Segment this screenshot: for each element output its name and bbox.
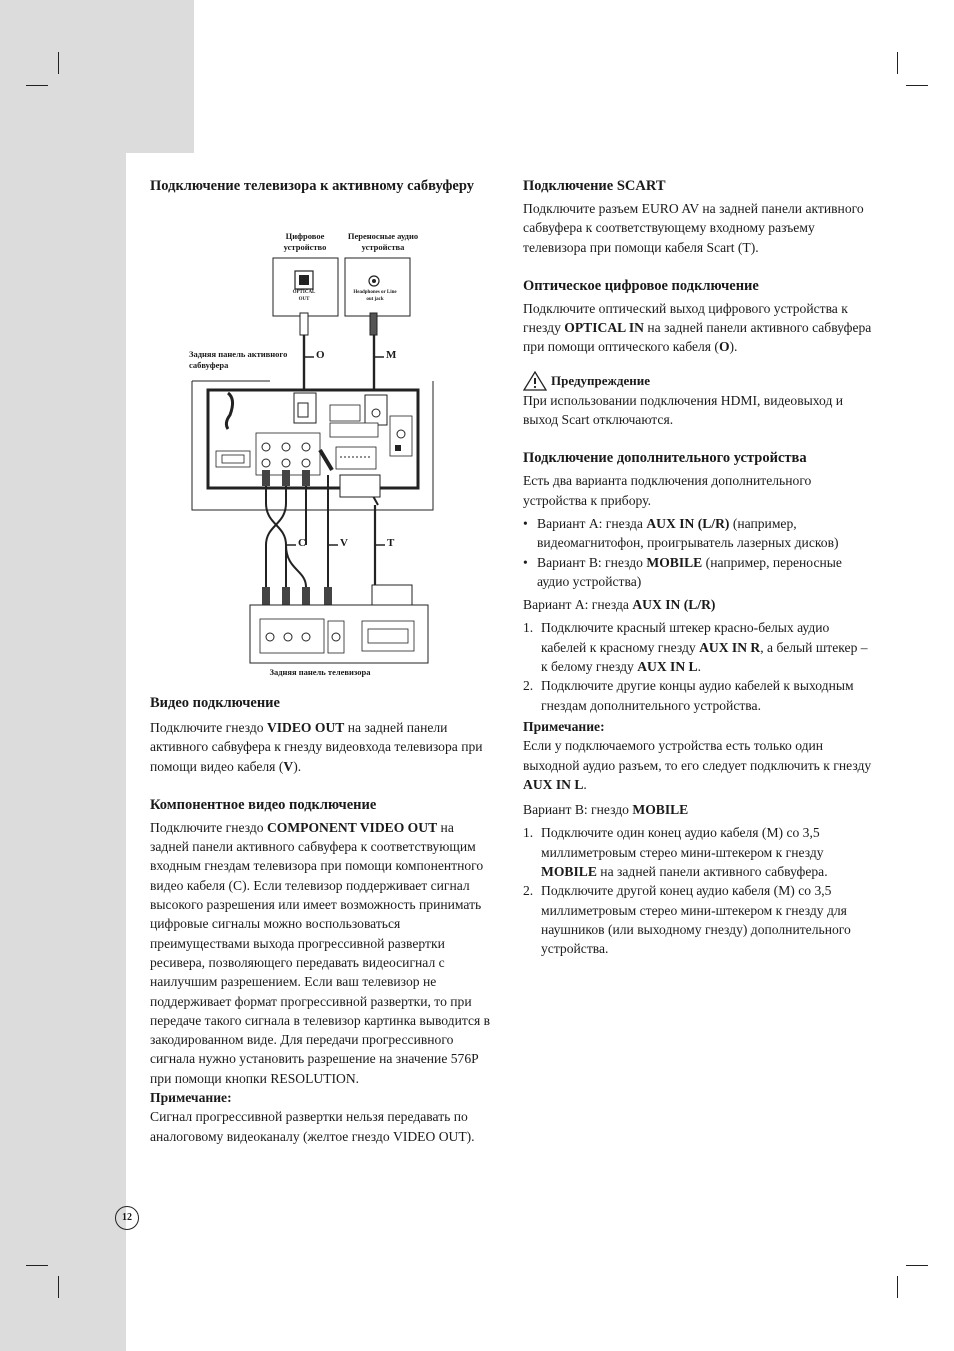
- mini-plug-top: [370, 313, 377, 335]
- component-video-title: Компонентное видео подключение: [150, 796, 377, 813]
- aux-title: Подключение дополнительного устройства: [523, 450, 807, 467]
- optical-port-inner: [299, 275, 309, 285]
- crop-mark: [58, 52, 59, 74]
- step-b1: 1. Подключите один конец аудио кабеля (M) со 3,5 миллиметровым стерео мини-штекером к гнезду MOBILE на задней панели активного сабвуфера.: [523, 825, 828, 880]
- variant-b-steps: [523, 823, 873, 958]
- variant-b-heading: Вариант B: гнездо MOBILE: [523, 802, 689, 818]
- cable-t-label: T: [387, 537, 395, 549]
- note-title-right: Примечание:: [523, 718, 605, 734]
- scart-label-box: [330, 405, 360, 421]
- warning-title: Предупреждение: [551, 373, 651, 389]
- component-video-out-group: [256, 433, 320, 475]
- variant-a-heading: Вариант A: гнезда AUX IN (L/R): [523, 597, 716, 613]
- tv-rear-panel-label: Задняя панель телевизора: [269, 667, 371, 677]
- optical-text: Подключите оптический выход цифрового устройства к гнезду OPTICAL IN на задней панели активного сабвуфера при помощи оптического кабеля (O).: [523, 300, 872, 355]
- step-a1: 1. Подключите красный штекер красно-белых аудио кабелей к красному гнезду AUX IN R, а белый штекер – к белому гнезду AUX IN L.: [523, 620, 868, 675]
- cable-o-label: O: [316, 349, 325, 361]
- aux-options-list: [523, 514, 873, 591]
- scart-text: Подключите разъем EURO AV на задней панели активного сабвуфера к соответствующему входному разъему телевизора при помощи кабеля Scart (T).: [523, 201, 864, 255]
- cable-v-label: V: [340, 537, 348, 549]
- note-title-left: Примечание:: [150, 1090, 232, 1106]
- warning-heading: [523, 371, 873, 391]
- video-connection-text: Подключите гнездо VIDEO OUT на задней панели активного сабвуфера к гнезду видеовхода телевизора при помощи видео кабеля (V).: [150, 720, 483, 774]
- left-column: [150, 175, 495, 197]
- right-column: [523, 175, 873, 959]
- scart-plug-bottom: [372, 585, 412, 607]
- digital-device-label: Цифровое устройство: [283, 231, 327, 252]
- crop-mark: [906, 85, 928, 86]
- crop-mark: [897, 1276, 898, 1298]
- aux-intro: Есть два варианта подключения дополнительного устройства к прибору.: [523, 473, 812, 508]
- page-number: 12: [115, 1206, 139, 1230]
- diagram-svg: [150, 225, 495, 685]
- variant-a-steps: [523, 618, 873, 714]
- option-b-bullet: • Вариант B: гнездо MOBILE (например, переносные аудио устройства): [523, 554, 842, 589]
- headphones-jack-label: Headphones or Line out jack: [353, 290, 397, 302]
- step-b2: 2. Подключите другой конец аудио кабеля (M) со 3,5 миллиметровым стерео мини-штекером к гнезду для наушников (или выходному гнезду) дополнительного устройства.: [523, 883, 851, 957]
- euro-av-out: [336, 447, 376, 469]
- scart-title: Подключение SCART: [523, 178, 666, 194]
- crop-mark: [897, 52, 898, 74]
- left-column-text: [150, 692, 495, 1146]
- component-video-text: Подключите гнездо COMPONENT VIDEO OUT на задней панели активного сабвуфера к соответствующим входным гнездам телевизора при помощи компонентного видео кабеля (C). Если телевизор поддерживает сигнал высокого разрешения или имеет возможность принимать цифровые сигналы можно воспользоваться преимуществами выхода прогрессивной развертки ресивера, позволяющего передавать видеосигнал с наилучшим разрешением. Если ваш телевизор не поддерживает формат прогрессивной развертки, то при передаче такого сигнала в телевизор картинка выводится в закодированном виде. Для передачи прогрессивного сигнала нужно установить разрешение на значение 576P при помощи кнопки RESOLUTION.: [150, 819, 491, 1086]
- cable-m-label: M: [386, 349, 397, 361]
- crop-mark: [26, 1265, 48, 1266]
- subwoofer-rear-panel-label: Задняя панель активного сабвуфера: [189, 349, 288, 370]
- portable-audio-box: [345, 258, 410, 316]
- crop-mark: [906, 1265, 928, 1266]
- cable-c-label: C: [298, 537, 306, 549]
- warning-triangle-icon: [523, 371, 547, 391]
- portable-audio-label: Переносные аудио устройства: [347, 231, 419, 252]
- note-text-left: Сигнал прогрессивной развертки нельзя передавать по аналоговому видеоканалу (желтое гнездо VIDEO OUT).: [150, 1109, 475, 1144]
- optical-out-label: OPTICAL OUT: [292, 290, 316, 302]
- subwoofer-scart: [330, 423, 378, 437]
- step-a2: 2. Подключите другие концы аудио кабелей к выходным гнездам дополнительного устройства.: [523, 678, 854, 713]
- note-text-right: Если у подключаемого устройства есть только один выходной аудио разъем, то его следует подключить к гнезду AUX IN L.: [523, 738, 872, 792]
- video-connection-title: Видео подключение: [150, 695, 280, 711]
- crop-mark: [58, 1276, 59, 1298]
- scart-plug-top: [340, 475, 380, 497]
- option-a-bullet: • Вариант A: гнезда AUX IN (L/R) (например, видеомагнитофон, проигрыватель лазерных дисков): [523, 515, 839, 551]
- warning-text: При использовании подключения HDMI, видеовыход и выход Scart отключаются.: [523, 392, 844, 428]
- optical-title: Оптическое цифровое подключение: [523, 277, 759, 294]
- crop-mark: [26, 85, 48, 86]
- optical-plug-top: [300, 313, 308, 335]
- connection-diagram: [150, 225, 495, 685]
- section-title-tv-subwoofer: Подключение телевизора к активному сабвуферу: [150, 178, 474, 194]
